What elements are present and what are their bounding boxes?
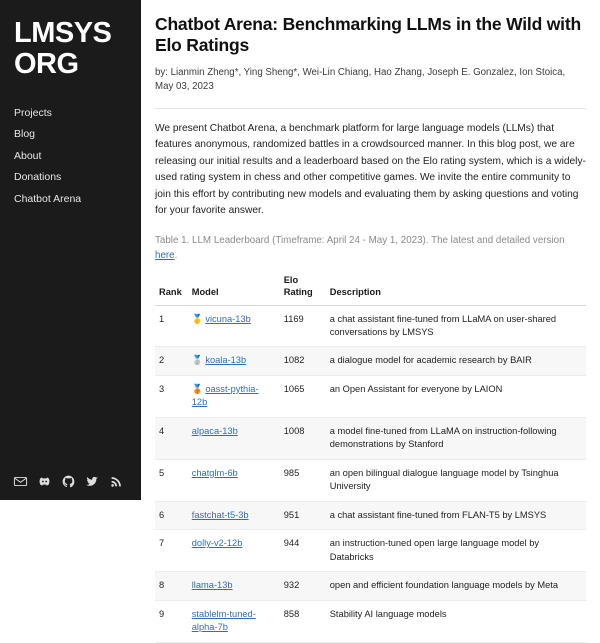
table-row	[155, 417, 586, 459]
cell-elo: 1169	[280, 305, 326, 347]
model-link[interactable]: vicuna-13b	[205, 313, 251, 324]
col-header-elo: Elo Rating	[280, 272, 326, 305]
leaderboard-table	[155, 272, 586, 642]
table-caption	[155, 234, 586, 263]
cell-rank: 5	[155, 459, 188, 501]
model-link[interactable]: oasst-pythia-12b	[191, 383, 259, 408]
cell-rank: 4	[155, 417, 188, 459]
cell-description: an open bilingual dialogue language model by Tsinghua University	[326, 459, 586, 501]
cell-elo: 951	[280, 501, 326, 529]
cell-rank: 9	[155, 600, 188, 642]
table-row	[155, 375, 586, 417]
sidebar-item-about[interactable]: About	[14, 149, 42, 162]
cell-model	[188, 375, 280, 417]
cell-elo: 932	[280, 572, 326, 600]
site-logo[interactable]	[14, 18, 127, 80]
table-row	[155, 501, 586, 529]
cell-model	[188, 530, 280, 572]
medal-bronze-icon: 🥉	[191, 383, 204, 394]
cell-rank: 1	[155, 305, 188, 347]
cell-elo: 858	[280, 600, 326, 642]
table-row	[155, 305, 586, 347]
table-caption-link[interactable]: here	[155, 249, 175, 261]
cell-rank: 8	[155, 572, 188, 600]
model-link[interactable]: dolly-v2-12b	[191, 538, 243, 549]
cell-model	[188, 600, 280, 642]
header-divider	[155, 108, 586, 109]
model-link[interactable]: chatglm-6b	[191, 467, 238, 478]
rss-icon[interactable]	[110, 475, 123, 488]
col-header-description: Description	[326, 272, 586, 305]
leaderboard-body	[155, 305, 586, 642]
cell-rank: 2	[155, 347, 188, 375]
cell-model	[188, 417, 280, 459]
table-caption-text: Table 1. LLM Leaderboard (Timeframe: April 24 - May 1, 2023). The latest and detailed version	[155, 234, 565, 246]
col-header-rank: Rank	[155, 272, 188, 305]
article-byline: by: Lianmin Zheng*, Ying Sheng*, Wei-Lin Chiang, Hao Zhang, Joseph E. Gonzalez, Ion Stoica, May 03, 2023	[155, 66, 566, 92]
cell-model	[188, 572, 280, 600]
discord-icon[interactable]	[38, 475, 51, 488]
cell-rank: 3	[155, 375, 188, 417]
table-row	[155, 600, 586, 642]
cell-description: Stability AI language models	[326, 600, 586, 642]
social-links	[14, 475, 123, 488]
cell-description: a dialogue model for academic research by BAIR	[326, 347, 586, 375]
model-link[interactable]: fastchat-t5-3b	[191, 509, 249, 520]
sidebar-item-chatbot-arena[interactable]: Chatbot Arena	[14, 192, 82, 205]
col-header-model: Model	[188, 272, 280, 305]
medal-gold-icon: 🥇	[191, 313, 204, 324]
cell-elo: 944	[280, 530, 326, 572]
table-caption-period: .	[174, 249, 178, 261]
sidebar-nav	[14, 102, 127, 210]
cell-description: a chat assistant fine-tuned from FLAN-T5 by LMSYS	[326, 501, 586, 529]
cell-model	[188, 459, 280, 501]
table-row	[155, 459, 586, 501]
page-title: Chatbot Arena: Benchmarking LLMs in the Wild with Elo Ratings	[155, 14, 581, 56]
cell-elo: 1082	[280, 347, 326, 375]
logo-line-1: LMSYS	[14, 17, 112, 49]
cell-elo: 1065	[280, 375, 326, 417]
cell-description: open and efficient foundation language models by Meta	[326, 572, 586, 600]
cell-description: an instruction-tuned open large language model by Databricks	[326, 530, 586, 572]
cell-rank: 6	[155, 501, 188, 529]
cell-model	[188, 347, 280, 375]
medal-silver-icon: 🥈	[191, 355, 204, 366]
twitter-icon[interactable]	[86, 475, 99, 488]
cell-rank: 7	[155, 530, 188, 572]
email-icon[interactable]	[14, 475, 27, 488]
sidebar-item-blog[interactable]: Blog	[14, 128, 36, 141]
article-main	[141, 0, 600, 633]
leaderboard-head	[155, 272, 586, 305]
cell-description: an Open Assistant for everyone by LAION	[326, 375, 586, 417]
cell-description: a model fine-tuned from LLaMA on instruction-following demonstrations by Stanford	[326, 417, 586, 459]
table-row	[155, 347, 586, 375]
cell-model	[188, 305, 280, 347]
sidebar-item-projects[interactable]: Projects	[14, 106, 52, 119]
table-row	[155, 530, 586, 572]
table-row	[155, 572, 586, 600]
cell-model	[188, 501, 280, 529]
sidebar	[0, 0, 141, 500]
cell-elo: 1008	[280, 417, 326, 459]
model-link[interactable]: stablelm-tuned-alpha-7b	[191, 608, 256, 633]
cell-description: a chat assistant fine-tuned from LLaMA on user-shared conversations by LMSYS	[326, 305, 586, 347]
logo-line-2: ORG	[14, 48, 79, 81]
github-icon[interactable]	[62, 475, 75, 488]
sidebar-item-donations[interactable]: Donations	[14, 171, 62, 184]
table-header-row	[155, 272, 586, 305]
model-link[interactable]: llama-13b	[191, 580, 233, 591]
cell-elo: 985	[280, 459, 326, 501]
model-link[interactable]: koala-13b	[205, 355, 247, 366]
model-link[interactable]: alpaca-13b	[191, 425, 238, 436]
article-paragraph: We present Chatbot Arena, a benchmark platform for large language models (LLMs) that features anonymous, randomized battles in a crowdsourced manner. In this blog post, we are releasing our initial results and a leaderboard based on the Elo rating system, which is a widely-used rating system in chess and other competitive games. We invite the entire community to join this effort by contributing new models and evaluating them by asking questions and voting for your favorite answer.	[155, 122, 586, 217]
